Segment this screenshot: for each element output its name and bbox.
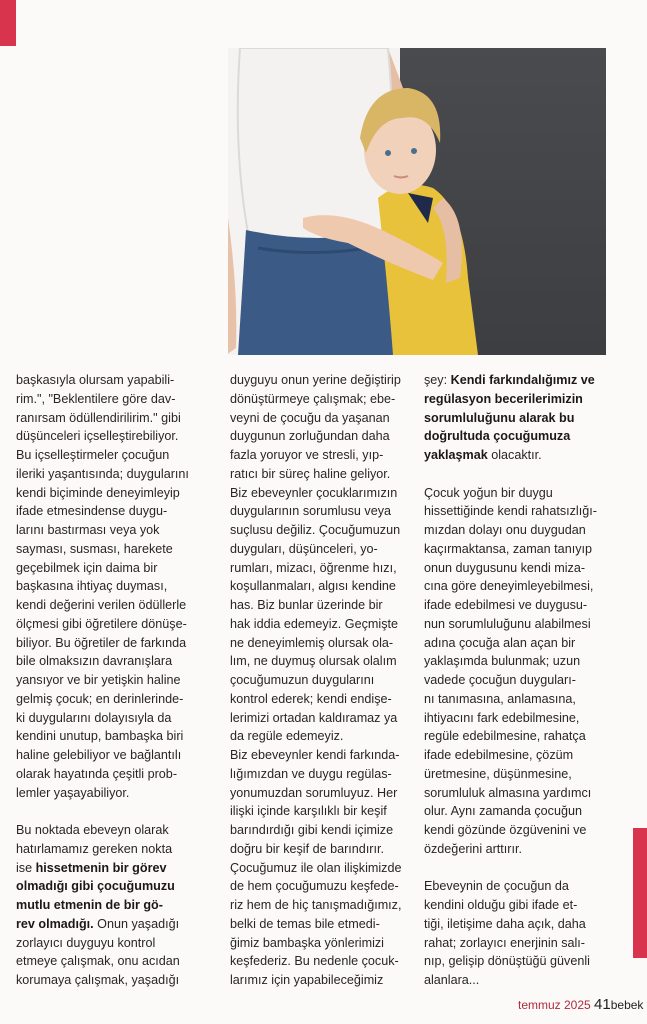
text: suçlusu değiliz. Çocuğumuzun <box>230 523 401 537</box>
text-line <box>424 971 597 990</box>
text-line <box>424 540 597 559</box>
page-footer <box>518 996 643 1013</box>
text: biliyor. Bu öğretiler de farkında <box>16 635 187 650</box>
text: sayması, susması, harekete <box>16 541 173 556</box>
article-column-1 <box>16 371 189 990</box>
text-line <box>424 652 597 671</box>
text: larını bastırması veya yok <box>16 523 160 537</box>
text: ilişki içinde karşılıklı bir keşif <box>230 804 387 819</box>
text: ölçmesi gibi öğretilere dönüşe- <box>16 616 187 631</box>
text: kendini olduğu gibi ifade et- <box>424 898 578 912</box>
text-line <box>230 877 402 896</box>
text-line <box>230 390 402 409</box>
text-line <box>16 746 189 765</box>
text: ki duygularını dolayısıyla da <box>16 710 172 725</box>
text-line <box>230 859 402 878</box>
text: gelmiş çocuk; en derinlerinde- <box>16 691 184 706</box>
text-line <box>424 896 597 915</box>
bold-text: regülasyon becerilerimizin <box>424 391 583 406</box>
text-line <box>230 802 402 821</box>
text-line <box>230 727 402 746</box>
text-line <box>16 727 189 746</box>
article-column-3 <box>424 371 597 990</box>
text: lerimizi ortadan kaldıramaz ya <box>230 710 398 725</box>
text: geçebilmek için daima bir <box>16 560 158 575</box>
text-line <box>230 634 402 653</box>
text-line <box>230 690 402 709</box>
text-line <box>424 709 597 728</box>
text-line <box>16 971 189 990</box>
text: üretmesine, düşünmesine, <box>424 766 572 781</box>
text-line <box>230 784 402 803</box>
bold-text: rev olmadığı. <box>16 916 94 931</box>
text-line <box>230 502 402 521</box>
text: de hem çocuğumuzu keşfede- <box>230 879 399 894</box>
text: ifade etmesindense duygu- <box>16 504 168 519</box>
text: hak iddia edemeyiz. Geçmişte <box>230 616 398 631</box>
text-line <box>230 952 402 971</box>
text: olacaktır. <box>487 448 542 462</box>
text: kendi gözünde özgüvenini ve <box>424 823 587 837</box>
text: özdeğerini arttırır. <box>424 841 522 856</box>
text-line <box>424 559 597 578</box>
text-line <box>230 427 402 446</box>
text: has. Biz bunlar üzerinde bir <box>230 598 383 612</box>
text-line <box>230 615 402 634</box>
text-line <box>16 877 189 896</box>
text: yonumuzdan sorumluyuz. Her <box>230 785 398 800</box>
text-line <box>424 409 597 428</box>
text-line <box>230 934 402 953</box>
text: onun duygusunu kendi miza- <box>424 560 586 575</box>
text: olarak hayatında çeşitli prob- <box>16 766 178 781</box>
bold-text: Kendi farkındalığımız ve <box>450 373 595 387</box>
text-line <box>16 371 189 390</box>
text: rim.", "Beklentilere göre dav- <box>16 391 176 406</box>
text: ileriki yaşantısında; duygularını <box>16 466 189 481</box>
text: vadede çocuğun duyguları- <box>424 673 576 687</box>
text-line <box>16 427 189 446</box>
text-line <box>424 915 597 934</box>
text: mızdan dolayı onu duygudan <box>424 523 586 537</box>
bold-text: olmadığı gibi çocuğumuzu <box>16 879 175 894</box>
text-line <box>424 765 597 784</box>
text-line <box>424 934 597 953</box>
text-line <box>424 577 597 596</box>
text-line <box>16 859 189 878</box>
text: nı tanımasına, anlamasına, <box>424 691 576 706</box>
text: nun sorumluluğunu alabilmesi <box>424 616 591 631</box>
text: fazla yoruyor ve stresli, yıp- <box>230 448 384 462</box>
text-line <box>16 559 189 578</box>
text-line <box>424 596 597 615</box>
text-line <box>230 559 402 578</box>
text-line <box>16 615 189 634</box>
text-line <box>16 540 189 559</box>
red-page-tab <box>0 0 16 46</box>
text: larımız için yapabileceğimiz <box>230 973 384 987</box>
text: regüle edebilmesine, rahatça <box>424 729 586 744</box>
text: duyguyu onun yerine değiştirip <box>230 373 401 387</box>
text-line <box>16 671 189 690</box>
text-line <box>230 915 402 934</box>
magazine-name: bebek <box>610 998 644 1012</box>
text-line <box>16 390 189 409</box>
text: duygularının sorumlusu veya <box>230 504 392 519</box>
text-line <box>230 971 402 990</box>
article-photo <box>228 48 606 355</box>
text: nıp, gelişip dönüştüğü güvenli <box>424 954 590 969</box>
article-column-2 <box>230 371 402 990</box>
text: veyni de çocuğu da yaşanan <box>230 410 390 425</box>
text-line <box>16 915 189 934</box>
text: Ebeveynin de çocuğun da <box>424 879 569 894</box>
text-line <box>16 765 189 784</box>
text-line <box>16 690 189 709</box>
text: ratıcı bir süreç haline geliyor. <box>230 466 391 481</box>
red-side-tab <box>633 828 647 958</box>
text: ne deneyimlemiş olursak ola- <box>230 635 394 650</box>
text: lemler yaşayabiliyor. <box>16 785 130 800</box>
text: haline gelebiliyor ve bağlantılı <box>16 748 182 762</box>
text-line <box>16 802 189 821</box>
text: doğru bir keşif de barındırır. <box>230 841 385 856</box>
text-line <box>16 484 189 503</box>
text-line <box>16 465 189 484</box>
text: olur. Aynı zamanda çocuğun <box>424 804 582 819</box>
text: hissettiğinde kendi rahatsızlığı- <box>424 504 597 519</box>
text-line <box>230 671 402 690</box>
text: dönüştürmeye çalışmak; ebe- <box>230 391 396 406</box>
text: yansıyor ve bir yetişkin haline <box>16 673 181 687</box>
text: lığımızdan ve duygu regülas- <box>230 766 392 781</box>
text-line <box>424 690 597 709</box>
text-line <box>16 652 189 671</box>
text-line <box>230 371 402 390</box>
text-line <box>230 709 402 728</box>
bold-text: mutlu etmenin de bir gö- <box>16 898 163 912</box>
text-line <box>424 671 597 690</box>
text-line <box>16 821 189 840</box>
text-line <box>424 521 597 540</box>
text-line <box>16 634 189 653</box>
text: ise <box>16 860 36 875</box>
text: yaklaşımda bulunmak; uzun <box>424 654 581 669</box>
text: barındırdığı gibi kendi içimize <box>230 823 394 837</box>
text: başkasına ihtiyaç duyması, <box>16 579 168 594</box>
text-line <box>230 596 402 615</box>
text-line <box>424 952 597 971</box>
text-line <box>424 840 597 859</box>
text: alanlara... <box>424 973 480 987</box>
text-line <box>230 521 402 540</box>
mother-hugging-child-illustration <box>228 48 606 355</box>
text: kendini unutup, bambaşka biri <box>16 729 184 744</box>
text: Biz ebeveynler kendi farkında- <box>230 748 400 762</box>
text: kaçırmaktansa, zaman tanıyıp <box>424 541 592 556</box>
text-line <box>424 784 597 803</box>
text-line <box>424 821 597 840</box>
text: ifade edebilmesi ve duygusu- <box>424 598 588 612</box>
text-line <box>424 465 597 484</box>
text: ğimiz bambaşka yönlerimizi <box>230 935 384 950</box>
text-line <box>230 652 402 671</box>
text-line <box>230 540 402 559</box>
text: kendi biçiminde deneyimleyip <box>16 485 180 500</box>
text-line <box>424 802 597 821</box>
text-line <box>230 746 402 765</box>
text: kendi değerini verilen ödüllerle <box>16 598 187 612</box>
text-line <box>424 371 597 390</box>
text: çocuğumuzun duygularını <box>230 673 375 687</box>
text: ifade edebilmesine, çözüm <box>424 748 574 762</box>
text-line <box>424 446 597 465</box>
text: Biz ebeveynler çocuklarımızın <box>230 485 398 500</box>
text: koşullanmaları, algısı kendine <box>230 579 396 594</box>
text-line <box>16 409 189 428</box>
text-line <box>424 859 597 878</box>
text: Bu noktada ebeveyn olarak <box>16 823 169 837</box>
text: lım, ne duymuş olursak olalım <box>230 654 397 669</box>
page-number: 41 <box>594 996 611 1013</box>
text-line <box>230 840 402 859</box>
text: da regüle edemeyiz. <box>230 729 344 744</box>
text: duygunun zorluğundan daha <box>230 429 390 444</box>
text: şey: <box>424 373 451 387</box>
text: ihtiyacını fark edebilmesine, <box>424 710 580 725</box>
text: riz hem de hiç tanışmadığımız, <box>230 898 402 912</box>
text: Bu içselleştirmeler çocuğun <box>16 448 170 462</box>
text: duyguları, düşünceleri, yo- <box>230 541 378 556</box>
bold-text: doğrultuda çocuğumuza <box>424 429 571 444</box>
text-line <box>424 427 597 446</box>
text: ranırsam ödüllendirilirim." gibi <box>16 410 181 425</box>
text-line <box>424 484 597 503</box>
text-line <box>16 521 189 540</box>
text: Çocuğumuz ile olan ilişkimizde <box>230 860 402 875</box>
text-line <box>424 502 597 521</box>
text: etmeye çalışmak, onu acıdan <box>16 954 180 969</box>
text: tiği, iletişime daha açık, daha <box>424 916 586 931</box>
text-line <box>424 727 597 746</box>
text-line <box>16 784 189 803</box>
text: keşfederiz. Bu nedenle çocuk- <box>230 954 399 969</box>
text-line <box>16 446 189 465</box>
text-line <box>230 484 402 503</box>
text-line <box>230 765 402 784</box>
text-line <box>16 840 189 859</box>
text: zorlayıcı duyguyu kontrol <box>16 935 156 950</box>
bold-text: yaklaşmak <box>424 448 488 462</box>
text: korumaya çalışmak, yaşadığı <box>16 973 180 987</box>
issue-date: temmuz 2025 <box>518 998 591 1012</box>
text: Onun yaşadığı <box>93 916 180 931</box>
bold-text: sorumluluğunu alarak bu <box>424 410 575 425</box>
text: rumları, mizacı, öğrenme hızı, <box>230 560 397 575</box>
text: cına göre deneyimleyebilmesi, <box>424 579 594 594</box>
text: kontrol ederek; kendi endişe- <box>230 691 392 706</box>
text-line <box>424 634 597 653</box>
text: sorumluluk almasına yardımcı <box>424 785 592 800</box>
text-line <box>16 934 189 953</box>
text: belki de temas bile etmedi- <box>230 916 380 931</box>
text-line <box>16 596 189 615</box>
text-line <box>230 465 402 484</box>
text-line <box>16 502 189 521</box>
text: bile olmaksızın davranışlara <box>16 654 173 669</box>
text-line <box>16 709 189 728</box>
text-line <box>16 896 189 915</box>
text-line <box>230 821 402 840</box>
text: düşünceleri içselleştirebiliyor. <box>16 429 179 444</box>
text-line <box>424 877 597 896</box>
text-line <box>230 896 402 915</box>
text-line <box>424 390 597 409</box>
text: Çocuk yoğun bir duygu <box>424 485 553 500</box>
bold-text: hissetmenin bir görev <box>35 860 167 875</box>
text-line <box>424 746 597 765</box>
text: hatırlamamız gereken nokta <box>16 841 173 856</box>
text-line <box>16 577 189 596</box>
text: adına çocuğa alan açan bir <box>424 635 576 650</box>
text-line <box>230 446 402 465</box>
text-line <box>424 615 597 634</box>
text: rahat; zorlayıcı enerjinin salı- <box>424 935 585 950</box>
text-line <box>230 577 402 596</box>
text: başkasıyla olursam yapabili- <box>16 373 175 387</box>
text-line <box>16 952 189 971</box>
text-line <box>230 409 402 428</box>
